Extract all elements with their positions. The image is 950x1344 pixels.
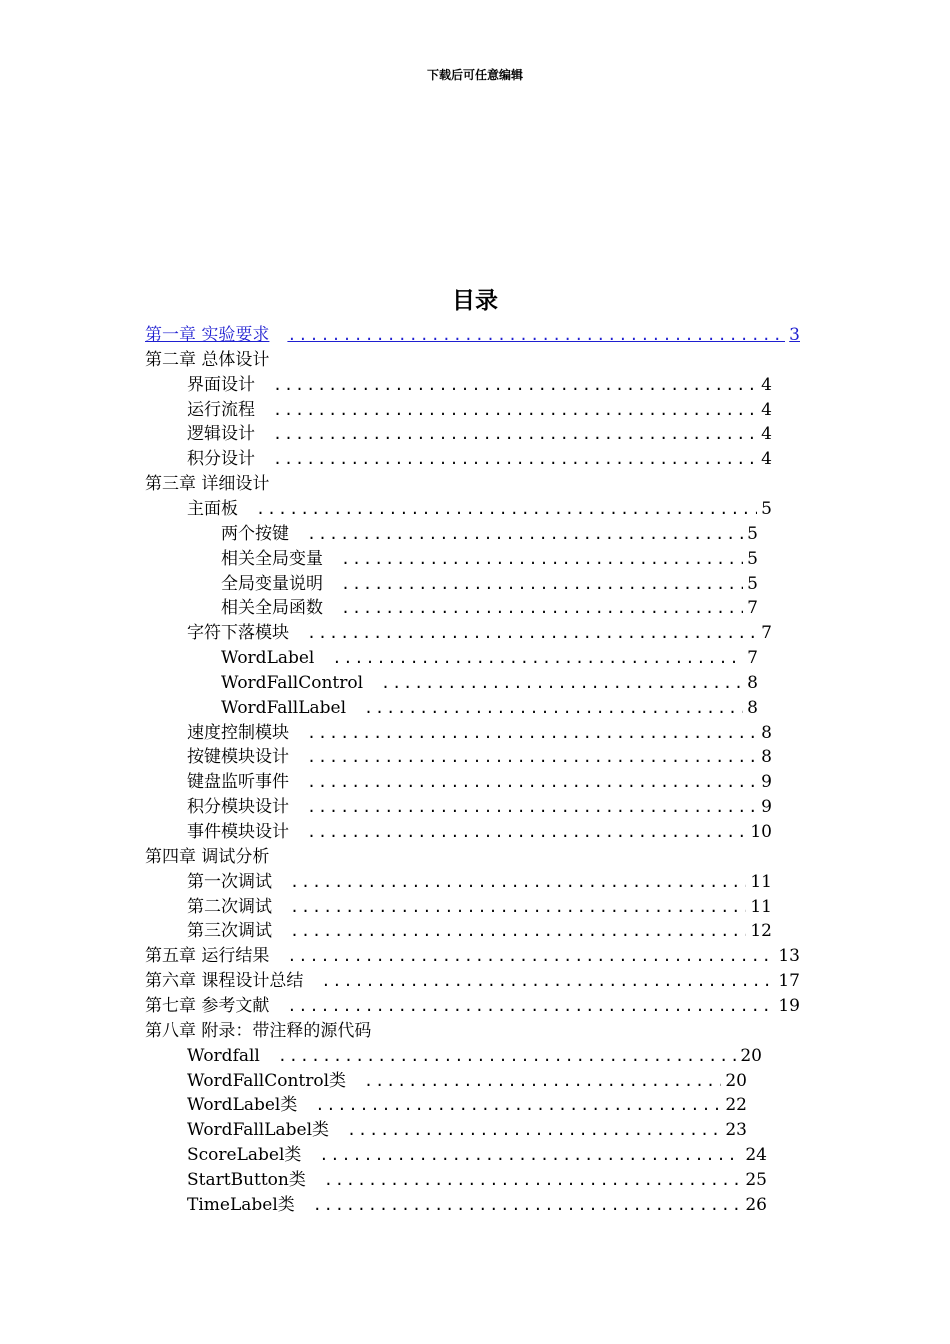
toc-entry-label: 相关全局函数	[221, 598, 323, 619]
toc-entry-page-number: 3	[789, 325, 800, 345]
toc-entry	[221, 572, 758, 597]
toc-entry	[187, 422, 772, 447]
toc-entry-label: 第四章 调试分析	[145, 846, 270, 867]
toc-entry	[145, 472, 800, 497]
toc-dot-leader	[290, 870, 746, 895]
toc-entry-label: 键盘监听事件	[187, 772, 289, 793]
toc-entry	[187, 770, 772, 795]
toc-entry-page-number: 5	[747, 573, 758, 594]
toc-entry	[221, 696, 758, 721]
toc-entry-page-number: 8	[761, 747, 772, 768]
toc-entry-label: 字符下落模块	[187, 623, 289, 644]
toc-entry-page-number: 11	[750, 896, 772, 917]
toc-entry-label: 第二次调试	[187, 896, 272, 917]
toc-dot-leader	[341, 547, 743, 572]
toc-entry	[187, 1168, 767, 1193]
toc-entry	[187, 1044, 762, 1069]
toc-entry-page-number: 7	[747, 598, 758, 619]
toc-entry-label: WordLabel类	[187, 1095, 298, 1116]
toc-entry-page-number: 13	[778, 946, 800, 967]
toc-entry-label: 全局变量说明	[221, 573, 323, 594]
toc-entry	[187, 745, 772, 770]
toc-dot-leader	[381, 671, 743, 696]
toc-entry	[145, 944, 800, 969]
toc-entry-label: TimeLabel类	[187, 1194, 295, 1215]
toc-dot-leader	[287, 994, 774, 1019]
toc-dot-leader	[287, 944, 774, 969]
toc-entry	[221, 596, 758, 621]
toc-dot-leader	[364, 1069, 721, 1094]
toc-dot-leader	[287, 323, 785, 348]
toc-entry-label: Wordfall	[187, 1045, 260, 1066]
toc-entry	[187, 870, 772, 895]
toc-entry	[221, 522, 758, 547]
toc-entry	[187, 919, 772, 944]
toc-dot-leader	[307, 795, 757, 820]
toc-entry-label: 第三次调试	[187, 921, 272, 942]
toc-entry-page-number: 4	[761, 374, 772, 395]
toc-entry	[187, 447, 772, 472]
toc-dot-leader	[341, 596, 743, 621]
toc-entry	[187, 398, 772, 423]
toc-entry-page-number: 7	[761, 623, 772, 644]
toc-entry-page-number: 9	[761, 772, 772, 793]
toc-entry	[187, 1093, 747, 1118]
toc-entry-page-number: 9	[761, 797, 772, 818]
toc-dot-leader	[332, 646, 743, 671]
toc-entry	[187, 373, 772, 398]
toc-entry	[187, 1118, 747, 1143]
toc-dot-leader	[273, 373, 757, 398]
toc-entry	[187, 1069, 747, 1094]
toc-entry-page-number: 20	[740, 1045, 762, 1066]
toc-entry	[145, 969, 800, 994]
toc-dot-leader	[341, 572, 743, 597]
toc-dot-leader	[307, 745, 757, 770]
toc-entry-label: 第三章 详细设计	[145, 474, 270, 495]
toc-entry-page-number: 22	[725, 1095, 747, 1116]
toc-dot-leader	[307, 820, 746, 845]
toc-entry-page-number: 8	[761, 722, 772, 743]
toc-entry-page-number: 8	[747, 697, 758, 718]
toc-entry-label: WordFallLabel类	[187, 1120, 330, 1141]
toc-entry-label: 逻辑设计	[187, 424, 255, 445]
toc-entry	[187, 621, 772, 646]
toc-entry-page-number: 7	[747, 648, 758, 669]
toc-entry-label: StartButton类	[187, 1169, 306, 1190]
toc-entry	[221, 671, 758, 696]
toc-dot-leader	[307, 770, 757, 795]
toc-dot-leader	[290, 919, 746, 944]
toc-entry-label: 运行流程	[187, 399, 255, 420]
toc-entry-label: 积分模块设计	[187, 797, 289, 818]
toc-entry-label: 第七章 参考文献	[145, 995, 270, 1016]
toc-entry	[187, 795, 772, 820]
toc-dot-leader	[307, 522, 743, 547]
toc-dot-leader	[278, 1044, 736, 1069]
toc-entry-label: 第一次调试	[187, 871, 272, 892]
toc-entry	[145, 845, 800, 870]
toc-dot-leader	[273, 422, 757, 447]
toc-entry-page-number: 4	[761, 449, 772, 470]
toc-entry[interactable]	[145, 323, 800, 348]
toc-entry	[145, 994, 800, 1019]
toc-entry-page-number: 19	[778, 995, 800, 1016]
toc-entry-label: WordFallControl类	[187, 1070, 347, 1091]
toc-entry-page-number: 5	[747, 548, 758, 569]
toc-dot-leader	[319, 1143, 741, 1168]
toc-title: 目录	[452, 288, 498, 314]
toc-entry	[187, 497, 772, 522]
toc-entry-label: 第一章 实验要求	[145, 325, 270, 345]
toc-entry-label: 按键模块设计	[187, 747, 289, 768]
toc-entry-page-number: 4	[761, 399, 772, 420]
toc-dot-leader	[273, 447, 757, 472]
toc-dot-leader	[315, 1093, 721, 1118]
toc-dot-leader	[347, 1118, 721, 1143]
toc-entry-label: ScoreLabel类	[187, 1145, 302, 1166]
toc-dot-leader	[307, 721, 757, 746]
toc-entry	[145, 348, 800, 373]
toc-entry-page-number: 24	[745, 1145, 767, 1166]
toc-entry-page-number: 8	[747, 672, 758, 693]
toc-entry	[187, 1193, 767, 1218]
toc-entry-page-number: 20	[725, 1070, 747, 1091]
toc-entry-page-number: 11	[750, 871, 772, 892]
toc-entry	[187, 895, 772, 920]
toc-entry-page-number: 5	[761, 498, 772, 519]
toc-entry-label: 积分设计	[187, 449, 255, 470]
toc-entry-page-number: 12	[750, 921, 772, 942]
toc-entry-page-number: 10	[750, 822, 772, 842]
toc-entry-label: 主面板	[187, 498, 238, 519]
toc-entry-label: 相关全局变量	[221, 548, 323, 569]
toc-entry-label: 速度控制模块	[187, 722, 289, 743]
toc-entry-label: 事件模块设计	[187, 822, 289, 842]
toc-entry	[187, 721, 772, 746]
toc-entry-page-number: 26	[745, 1194, 767, 1215]
toc-dot-leader	[256, 497, 757, 522]
toc-entry-label: WordFallControl	[221, 672, 364, 693]
toc-entry-label: WordLabel	[221, 648, 315, 669]
toc-dot-leader	[307, 621, 757, 646]
toc-entry-label: 界面设计	[187, 374, 255, 395]
toc-entry-page-number: 17	[778, 971, 800, 992]
toc-dot-leader	[321, 969, 774, 994]
toc-entry	[221, 547, 758, 572]
toc-entry-label: 第六章 课程设计总结	[145, 971, 304, 992]
toc-entry-page-number: 23	[725, 1120, 747, 1141]
toc-entry	[187, 820, 772, 845]
toc-entry-page-number: 25	[745, 1169, 767, 1190]
toc-entry	[221, 646, 758, 671]
toc-dot-leader	[324, 1168, 742, 1193]
toc-dot-leader	[364, 696, 743, 721]
toc-entry-label: 两个按键	[221, 523, 289, 544]
toc-entry	[187, 1143, 767, 1168]
toc-entry	[145, 1019, 800, 1044]
page-header-note: 下载后可任意编辑	[426, 68, 523, 82]
toc-dot-leader	[290, 895, 746, 920]
toc-entry-label: WordFallLabel	[221, 697, 347, 718]
toc-entry-page-number: 5	[747, 523, 758, 544]
toc-entry-label: 第五章 运行结果	[145, 946, 270, 967]
toc-entry-label: 第二章 总体设计	[145, 349, 270, 370]
toc-entry-label: 第八章 附录：带注释的源代码	[145, 1020, 372, 1041]
toc-dot-leader	[273, 398, 757, 423]
toc-entry-page-number: 4	[761, 424, 772, 445]
toc-dot-leader	[313, 1193, 742, 1218]
